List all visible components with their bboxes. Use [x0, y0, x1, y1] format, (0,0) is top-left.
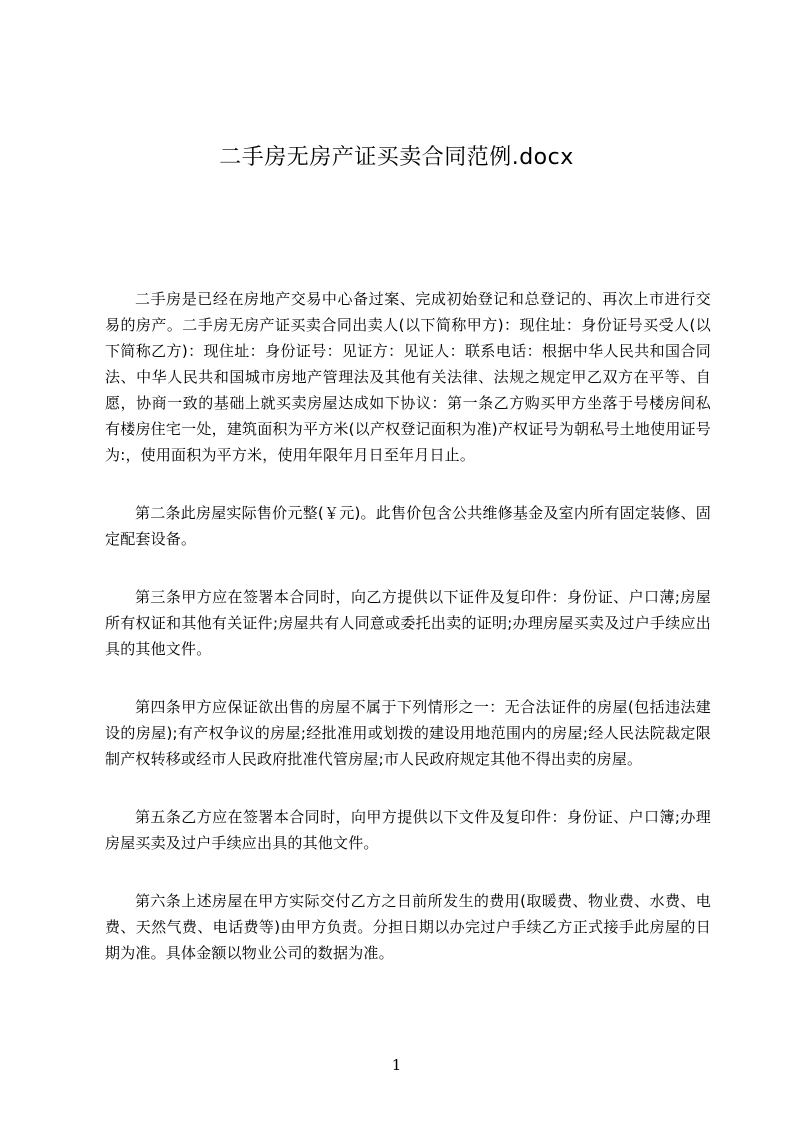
- paragraph-article-2: 第二条此房屋实际售价元整(￥元)。此售价包含公共维修基金及室内所有固定装修、固定配套设备。: [105, 504, 711, 548]
- paragraph-article-4: 第四条甲方应保证欲出售的房屋不属于下列情形之一：无合法证件的房屋(包括违法建设的房屋);有产权争议的房屋;经批准用或划拨的建设用地范围内的房屋;经人民法院裁定限制产权转移或经市人民政府批准代管房屋;市人民政府规定其他不得出卖的房屋。: [105, 698, 711, 768]
- paragraph-article-6: 第六条上述房屋在甲方实际交付乙方之日前所发生的费用(取暖费、物业费、水费、电费、天然气费、电话费等)由甲方负责。分担日期以办完过户手续乙方正式接手此房屋的日期为准。具体金额以物业公司的数据为准。: [105, 892, 711, 962]
- document-title: 二手房无房产证买卖合同范例.docx: [219, 145, 574, 170]
- document-body: [105, 286, 711, 998]
- paragraph-article-3: 第三条甲方应在签署本合同时，向乙方提供以下证件及复印件：身份证、户口薄;房屋所有权证和其他有关证件;房屋共有人同意或委托出卖的证明;办理房屋买卖及过户手续应出具的其他文件。: [105, 588, 711, 658]
- page-number: 1: [391, 1056, 402, 1074]
- paragraph-intro: 二手房是已经在房地产交易中心备过案、完成初始登记和总登记的、再次上市进行交易的房产。二手房无房产证买卖合同出卖人(以下简称甲方)：现住址：身份证号买受人(以下简称乙方)：现住址：身份证号：见证方：见证人：联系电话：根据中华人民共和国合同法、中华人民共和国城市房地产管理法及其他有关法律、法规之规定甲乙双方在平等、自愿，协商一致的基础上就买卖房屋达成如下协议：第一条乙方购买甲方坐落于号楼房间私有楼房住宅一处，建筑面积为平方米(以产权登记面积为准)产权证号为朝私号土地使用证号为:，使用面积为平方米，使用年限年月日至年月日止。: [105, 290, 711, 464]
- paragraph-article-5: 第五条乙方应在签署本合同时，向甲方提供以下文件及复印件：身份证、户口簿;办理房屋买卖及过户手续应出具的其他文件。: [105, 808, 711, 852]
